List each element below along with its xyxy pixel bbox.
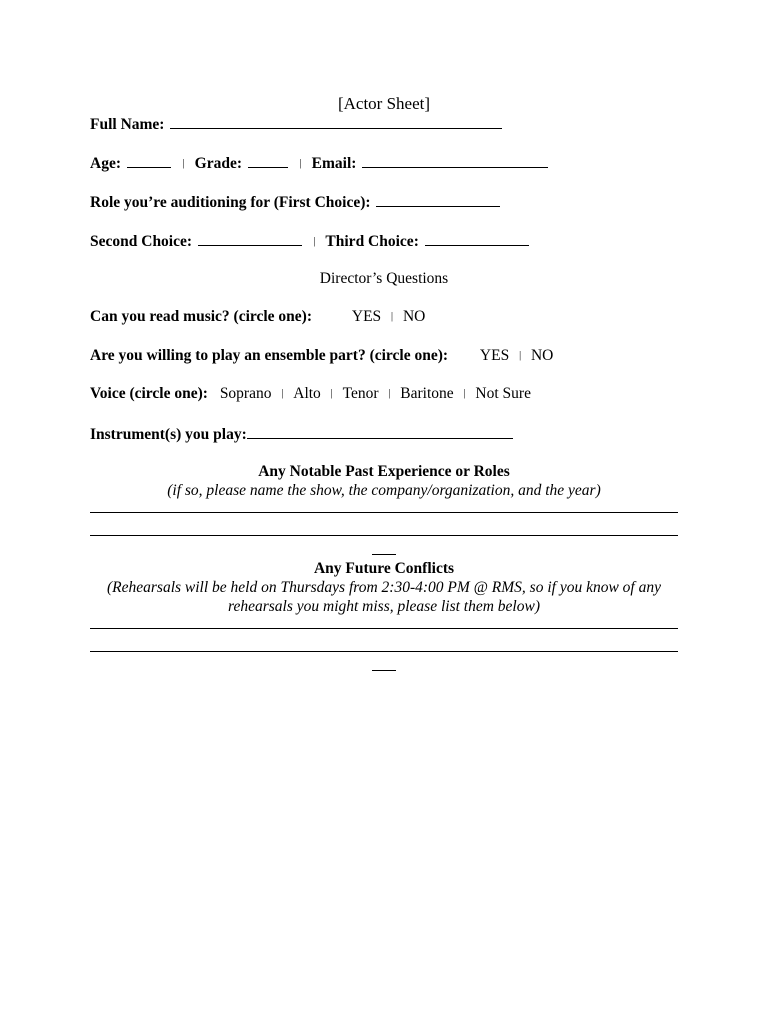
conflicts-note-line-1: (Rehearsals will be held on Thursdays from 2:30-4:00 PM @ RMS, so if you know of any bbox=[107, 579, 661, 596]
ensemble-question: Are you willing to play an ensemble part? (circle one): bbox=[90, 347, 449, 364]
first-choice-label: Role you’re auditioning for (First Choice): bbox=[90, 194, 371, 211]
separator: | bbox=[281, 388, 284, 400]
separator: | bbox=[299, 158, 302, 170]
ensemble-row bbox=[90, 347, 553, 365]
age-grade-email-row bbox=[90, 153, 550, 173]
separator: | bbox=[519, 350, 522, 362]
ensemble-no-option[interactable]: NO bbox=[530, 347, 554, 364]
voice-option-baritone[interactable]: Baritone bbox=[400, 385, 454, 402]
voice-label: Voice (circle one): bbox=[90, 385, 208, 402]
conflicts-answer-line-end[interactable] bbox=[372, 670, 396, 671]
separator: | bbox=[182, 158, 185, 170]
age-field[interactable] bbox=[127, 153, 171, 168]
conflicts-note-line-2: rehearsals you might miss, please list them below) bbox=[228, 598, 540, 615]
read-music-row bbox=[90, 308, 425, 326]
second-third-choice-row bbox=[90, 231, 531, 251]
separator: | bbox=[313, 236, 316, 248]
full-name-field[interactable] bbox=[170, 114, 502, 129]
conflicts-heading: Any Future Conflicts bbox=[313, 560, 455, 577]
ensemble-yes-option[interactable]: YES bbox=[479, 347, 510, 364]
voice-option-alto[interactable]: Alto bbox=[293, 385, 321, 402]
read-music-yes-option[interactable]: YES bbox=[351, 308, 382, 325]
voice-option-soprano[interactable]: Soprano bbox=[219, 385, 272, 402]
first-choice-field[interactable] bbox=[376, 192, 500, 207]
instrument-row bbox=[90, 424, 515, 444]
separator: | bbox=[330, 388, 333, 400]
grade-label: Grade: bbox=[194, 155, 242, 172]
full-name-row bbox=[90, 114, 504, 134]
third-choice-field[interactable] bbox=[425, 231, 529, 246]
second-choice-field[interactable] bbox=[198, 231, 302, 246]
instrument-field[interactable] bbox=[247, 424, 513, 439]
email-label: Email: bbox=[311, 155, 357, 172]
separator: | bbox=[388, 388, 391, 400]
experience-heading: Any Notable Past Experience or Roles bbox=[258, 463, 510, 480]
conflicts-answer-line[interactable] bbox=[90, 628, 678, 629]
read-music-question: Can you read music? (circle one): bbox=[90, 308, 312, 325]
voice-option-not-sure[interactable]: Not Sure bbox=[475, 385, 531, 402]
experience-note: (if so, please name the show, the company/organization, and the year) bbox=[167, 482, 601, 499]
experience-answer-line-end[interactable] bbox=[372, 554, 396, 555]
email-field[interactable] bbox=[362, 153, 548, 168]
grade-field[interactable] bbox=[248, 153, 288, 168]
separator: | bbox=[463, 388, 466, 400]
third-choice-label: Third Choice: bbox=[325, 233, 419, 250]
age-label: Age: bbox=[90, 155, 121, 172]
first-choice-row bbox=[90, 192, 502, 212]
page-title: [Actor Sheet] bbox=[337, 94, 431, 113]
separator: | bbox=[391, 311, 394, 323]
instrument-label: Instrument(s) you play: bbox=[90, 426, 247, 443]
full-name-label: Full Name: bbox=[90, 116, 165, 133]
voice-row bbox=[90, 385, 531, 403]
second-choice-label: Second Choice: bbox=[90, 233, 193, 250]
voice-option-tenor[interactable]: Tenor bbox=[342, 385, 379, 402]
conflicts-answer-line[interactable] bbox=[90, 651, 678, 652]
directors-questions-heading: Director’s Questions bbox=[319, 270, 449, 287]
read-music-no-option[interactable]: NO bbox=[402, 308, 426, 325]
experience-answer-line[interactable] bbox=[90, 512, 678, 513]
experience-answer-line[interactable] bbox=[90, 535, 678, 536]
